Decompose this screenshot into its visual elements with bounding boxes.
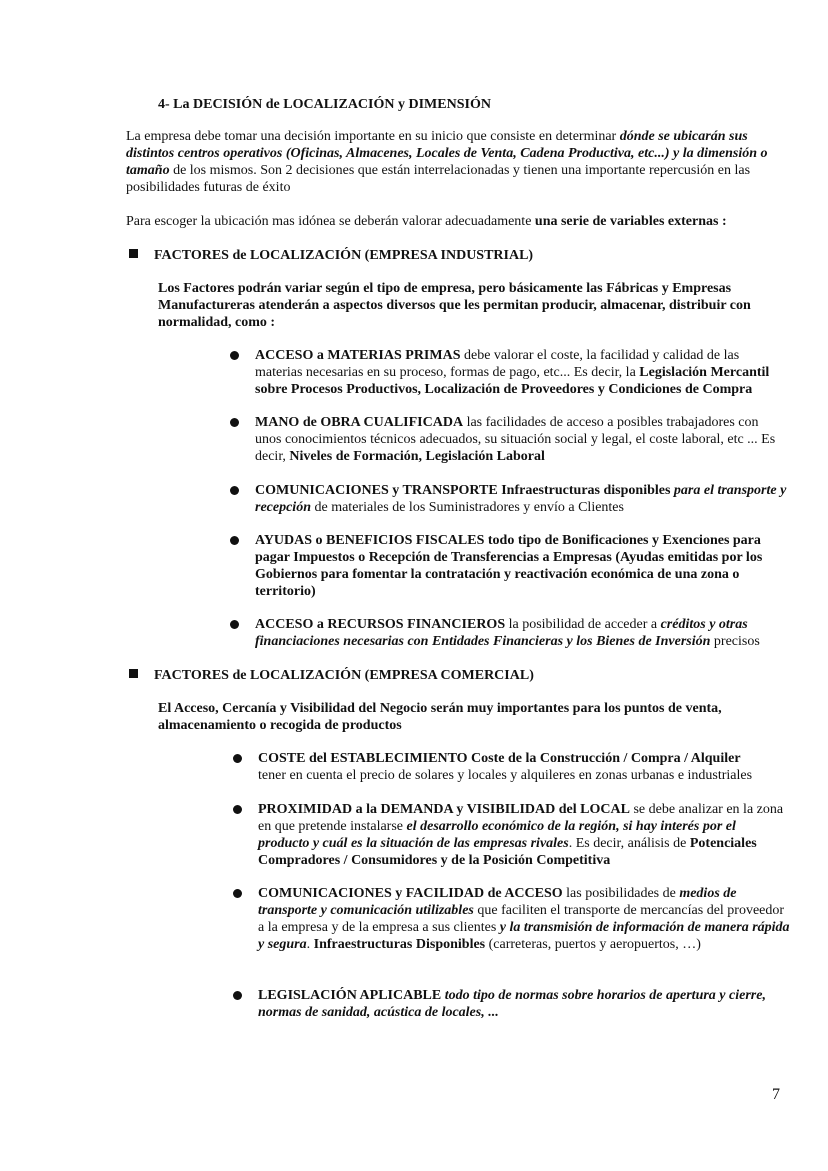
bullet-icon <box>230 351 239 360</box>
bullet-icon <box>233 805 242 814</box>
bullet-icon <box>230 418 239 427</box>
comercial-intro: El Acceso, Cercanía y Visibilidad del Negocio serán muy importantes para los puntos de venta, almacenamiento o recogida de productos <box>158 701 722 733</box>
list-item: COMUNICACIONES y FACILIDAD de ACCESO las posibilidades de medios de transporte y comunicación utilizables que faciliten el transporte de mercancías del proveedor a la empresa y de la empresa a sus clientes y la transmisión de información de manera rápida y segura. Infraestructuras Disponibles (carreteras, puertos y aeropuertos, …) <box>258 886 790 952</box>
industrial-intro: Los Factores podrán variar según el tipo de empresa, pero básicamente las Fábricas y Empresas Manufactureras atenderán a aspectos diversos que les permitan producir, almacenar, distribuir con normalidad, como : <box>158 281 751 330</box>
list-item: LEGISLACIÓN APLICABLE todo tipo de normas sobre horarios de apertura y cierre, normas de sanidad, acústica de locales, ... <box>258 988 766 1020</box>
list-item: ACCESO a RECURSOS FINANCIEROS la posibilidad de acceder a créditos y otras financiaciones necesarias con Entidades Financieras y los Bienes de Inversión precisos <box>255 617 760 649</box>
page-number: 7 <box>772 1086 780 1103</box>
square-bullet-icon <box>129 669 138 678</box>
intro-paragraph: La empresa debe tomar una decisión importante en su inicio que consiste en determinar dónde se ubicarán sus distintos centros operativos (Oficinas, Almacenes, Locales de Venta, Cadena Productiva, etc...) y la dimensión o tamaño de los mismos. Son 2 decisiones que están interrelacionadas y tienen una importante repercusión en las posibilidades futuras de éxito <box>126 129 768 195</box>
variables-paragraph: Para escoger la ubicación mas idónea se deberán valorar adecuadamente una serie de variables externas : <box>126 214 727 229</box>
section-title-comercial: FACTORES de LOCALIZACIÓN (EMPRESA COMERCIAL) <box>129 667 534 684</box>
bullet-icon <box>230 620 239 629</box>
square-bullet-icon <box>129 249 138 258</box>
section-title-industrial: FACTORES de LOCALIZACIÓN (EMPRESA INDUSTRIAL) <box>129 247 533 264</box>
bullet-icon <box>233 991 242 1000</box>
bullet-icon <box>233 754 242 763</box>
list-item: COSTE del ESTABLECIMIENTO Coste de la Construcción / Compra / Alquiler tener en cuenta el precio de solares y locales y alquileres en zonas urbanas e industriales <box>258 751 753 783</box>
list-item: MANO de OBRA CUALIFICADA las facilidades de acceso a posibles trabajadores con unos conocimientos técnicos adecuados, su situación social y legal, el coste laboral, etc ... Es decir, Niveles de Formación, Legislación Laboral <box>255 415 776 464</box>
bullet-icon <box>230 536 239 545</box>
bullet-icon <box>230 486 239 495</box>
list-item: PROXIMIDAD a la DEMANDA y VISIBILIDAD del LOCAL se debe analizar en la zona en que pretende instalarse el desarrollo económico de la región, si hay interés por el producto y cuál es la situación de las empresas rivales. Es decir, análisis de Potenciales Compradores / Consumidores y de la Posición Competitiva <box>258 802 784 868</box>
list-item: COMUNICACIONES y TRANSPORTE Infraestructuras disponibles para el transporte y recepción de materiales de los Suministradores y envío a Clientes <box>255 483 787 515</box>
list-item: AYUDAS o BENEFICIOS FISCALES todo tipo de Bonificaciones y Exenciones para pagar Impuestos o Recepción de Transferencias a Empresas (Ayudas emitidas por los Gobiernos para fomentar la contratación y reactivación económica de una zona o territorio) <box>255 533 763 599</box>
section-heading: 4- La DECISIÓN de LOCALIZACIÓN y DIMENSIÓN <box>158 97 491 112</box>
list-item: ACCESO a MATERIAS PRIMAS debe valorar el coste, la facilidad y calidad de las materias necesarias en su proceso, formas de pago, etc... Es decir, la Legislación Mercantil sobre Procesos Productivos, Localización de Proveedores y Condiciones de Compra <box>255 348 770 397</box>
bullet-icon <box>233 889 242 898</box>
